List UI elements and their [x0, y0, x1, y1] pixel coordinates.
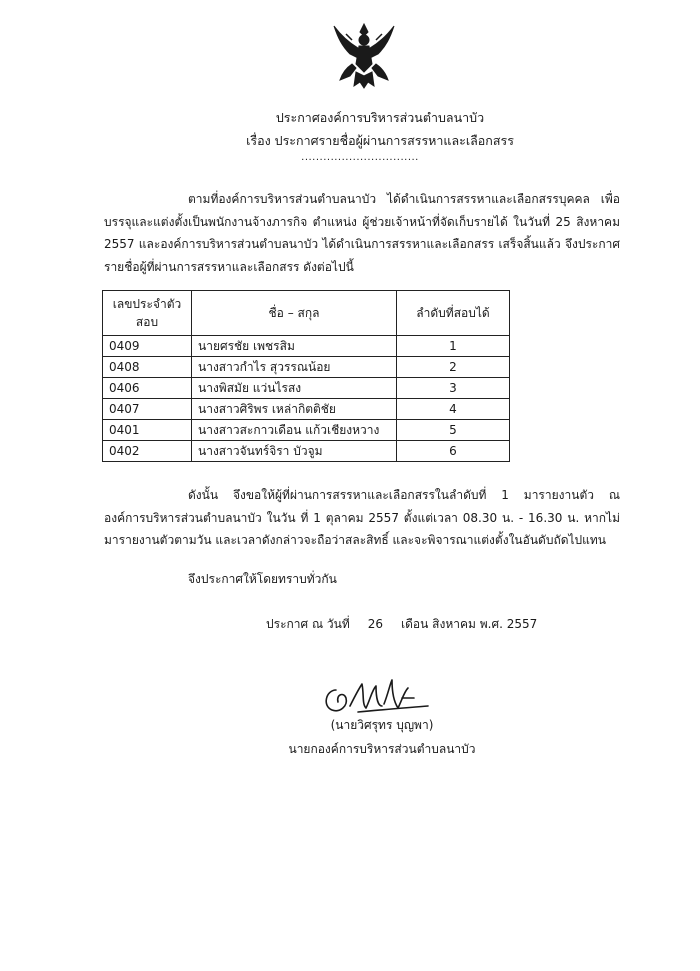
table-row: [103, 441, 510, 462]
name-cell: นางสาวจันทร์จิรา บัวจูม: [192, 441, 397, 462]
name-cell: นางสาวกำไร สุวรรณน้อย: [192, 357, 397, 378]
exam-id-cell: 0401: [103, 420, 192, 441]
garuda-emblem-icon: [328, 20, 400, 90]
announcement-date: [266, 613, 596, 636]
exam-id-cell: 0409: [103, 336, 192, 357]
results-table: [102, 290, 510, 462]
exam-id-cell: 0408: [103, 357, 192, 378]
intro-paragraph: [104, 188, 620, 278]
exam-id-cell: 0407: [103, 399, 192, 420]
signatory-position: นายกองค์การบริหารส่วนตำบลนาบัว: [288, 742, 476, 756]
announcement-subject: เรื่อง ประกาศรายชื่อผู้ผ่านการสรรหาและเลือกสรร: [246, 133, 514, 148]
rank-cell: 2: [397, 357, 510, 378]
intro-text: ตามที่องค์การบริหารส่วนตำบลนาบัว ได้ดำเนินการสรรหาและเลือกสรรบุคคล เพื่อบรรจุและแต่งตั้งเป็นพนักงานจ้างภารกิจ ตำแหน่ง ผู้ช่วยเจ้าหน้าที่จัดเก็บรายได้ ในวันที่ 25 สิงหาคม 2557 และองค์การบริหารส่วนตำบลนาบัว ได้ดำเนินการสรรหาและเลือกสรร เสร็จสิ้นแล้ว จึงประกาศรายชื่อผู้ที่ผ่านการสรรหาและเลือกสรร ดังต่อไปนี้: [104, 192, 620, 274]
date-day: 26: [367, 617, 384, 631]
conclusion-paragraph: [104, 484, 620, 552]
name-cell: นางสาวสะกาวเดือน แก้วเชียงหวาง: [192, 420, 397, 441]
rank-cell: 1: [397, 336, 510, 357]
name-cell: นางพิสมัย แว่นไรสง: [192, 378, 397, 399]
rank-cell: 6: [397, 441, 510, 462]
exam-id-cell: 0402: [103, 441, 192, 462]
rank-cell: 5: [397, 420, 510, 441]
rank-cell: 3: [397, 378, 510, 399]
column-header-rank: ลำดับที่สอบได้: [397, 291, 510, 336]
column-header-name: ชื่อ – สกุล: [192, 291, 397, 336]
exam-id-cell: 0406: [103, 378, 192, 399]
name-cell: นางสาวศิริพร เหล่ากิตติชัย: [192, 399, 397, 420]
table-row: [103, 420, 510, 441]
announcement-title: ประกาศองค์การบริหารส่วนตำบลนาบัว: [275, 110, 485, 125]
signatory-name: (นายวิศรุทร บุญพา): [330, 718, 434, 732]
table-header-row: [103, 291, 510, 336]
table-row: [103, 357, 510, 378]
conclusion-text: ดังนั้น จึงขอให้ผู้ที่ผ่านการสรรหาและเลือกสรรในลำดับที่ 1 มารายงานตัว ณ องค์การบริหารส่วนตำบลนาบัว ในวัน ที่ 1 ตุลาคม 2557 ตั้งแต่เวลา 08.30 น. - 16.30 น. หากไม่มารายงานตัวตามวัน และเวลาดังกล่าวจะถือว่าสละสิทธิ์ และจะพิจารณาแต่งตั้งในอันดับถัดไปแทน: [104, 488, 620, 547]
announcement-notice: จึงประกาศให้โดยทราบทั่วกัน: [188, 572, 337, 586]
date-label: ประกาศ ณ วันที่: [266, 617, 350, 631]
name-cell: นายศรชัย เพชรสิม: [192, 336, 397, 357]
rank-cell: 4: [397, 399, 510, 420]
date-month-year: เดือน สิงหาคม พ.ศ. 2557: [401, 617, 538, 631]
table-row: [103, 399, 510, 420]
table-row: [103, 378, 510, 399]
title-divider: ................................: [301, 152, 419, 163]
table-row: [103, 336, 510, 357]
column-header-exam-id: เลขประจำตัวสอบ: [103, 291, 192, 336]
handwritten-signature: [318, 676, 430, 720]
